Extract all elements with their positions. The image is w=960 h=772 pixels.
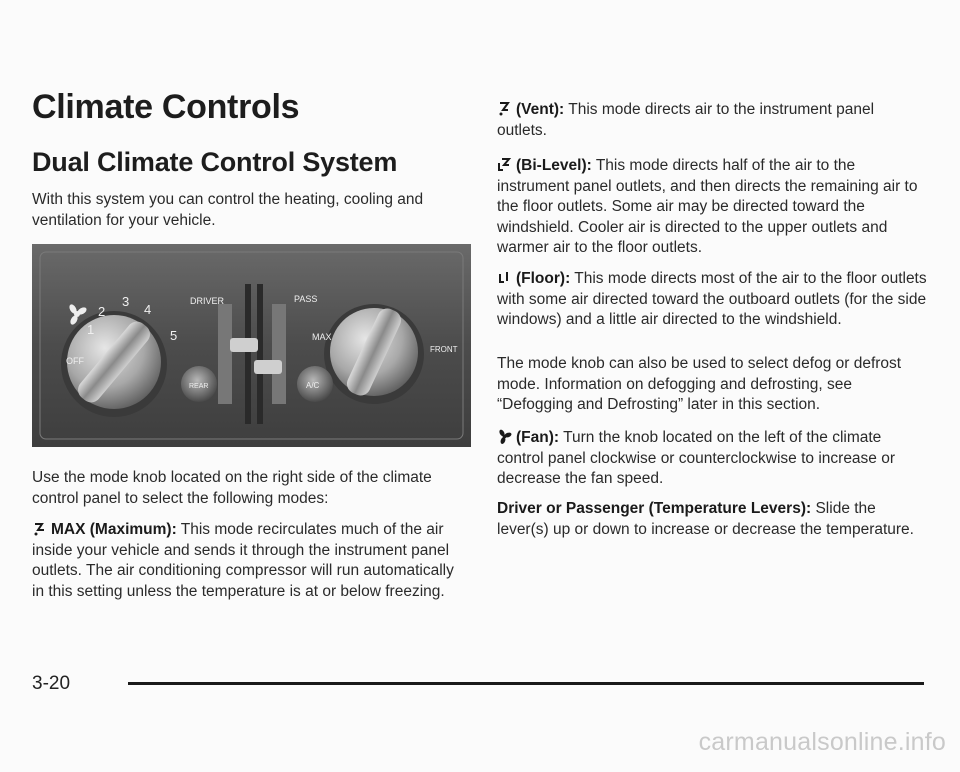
levers-text: Slide the lever(s) up or down to increase or decrease the temperature. <box>497 500 914 538</box>
mode-bilevel-label: (Bi-Level): <box>516 157 592 174</box>
fan-label: (Fan): <box>516 429 560 446</box>
fan-speed-label-1: 1 <box>87 322 95 337</box>
mode-intro-paragraph: Use the mode knob located on the right side of the climate control panel to select the following modes: <box>32 469 432 507</box>
mode-floor-text: This mode directs most of the air to the floor outlets with some air directed toward the outboard outlets (for the side windows) and a little air directed to the windshield. <box>497 270 927 328</box>
page-number: 3-20 <box>32 673 71 694</box>
fan-speed-label-4: 4 <box>144 302 152 317</box>
mode-vent-text: This mode directs air to the instrument panel outlets. <box>497 101 875 139</box>
fan-text: Turn the knob located on the left of the climate control panel clockwise or counterclockwise to increase or decrease the fan speed. <box>497 429 896 487</box>
watermark: carmanualsonline.info <box>698 728 946 756</box>
floor-icon <box>497 270 512 285</box>
levers-label: Driver or Passenger (Temperature Levers): <box>497 500 812 517</box>
climate-panel-photo <box>32 244 471 447</box>
rear-label: REAR <box>189 383 209 390</box>
page-title: Climate Controls <box>32 88 300 126</box>
fan-paragraph <box>497 428 927 490</box>
fan-icon <box>497 429 512 444</box>
levers-paragraph <box>497 499 927 540</box>
mode-floor-label: (Floor): <box>516 270 571 287</box>
mode-bilevel-paragraph <box>497 156 927 259</box>
mode-floor-paragraph <box>497 269 927 331</box>
fan-speed-label-5: 5 <box>170 328 178 343</box>
fan-speed-label-2: 2 <box>98 304 106 319</box>
footer-rule <box>128 682 924 685</box>
fan-speed-label-3: 3 <box>122 294 130 309</box>
bi-level-icon <box>497 157 512 172</box>
defog-paragraph: The mode knob can also be used to select defog or defrost mode. Information on defogging and defrosting, see “Defogging and Defrosting” later in this section. <box>497 355 902 413</box>
section-title: Dual Climate Control System <box>32 147 398 177</box>
pass-label: PASS <box>294 294 318 304</box>
mode-vent-paragraph <box>497 100 927 141</box>
mode-max-text: This mode recirculates much of the air inside your vehicle and sends it through the instrument panel outlets. The air conditioning compressor will run automatically in this setting unless the temperature is at or below freezing. <box>32 521 454 600</box>
vent-icon <box>497 101 512 116</box>
front-label: FRONT <box>430 345 458 354</box>
mode-vent-label: (Vent): <box>516 101 565 118</box>
max-label: MAX <box>312 332 332 342</box>
mode-max-label: MAX (Maximum): <box>51 521 177 538</box>
ac-label: A/C <box>306 381 320 390</box>
fan-off-label: OFF <box>66 356 84 366</box>
mode-max-paragraph <box>32 520 462 602</box>
intro-paragraph: With this system you can control the heating, cooling and ventilation for your vehicle. <box>32 191 424 229</box>
mode-bilevel-text: This mode directs half of the air to the instrument panel outlets, and then directs the remaining air to the floor outlets. Some air may be directed toward the windshield. Cooler air is directed to the upper outlets and warmer air to the floor outlets. <box>497 157 918 256</box>
recirculate-icon <box>32 521 47 536</box>
driver-label: DRIVER <box>190 296 225 306</box>
